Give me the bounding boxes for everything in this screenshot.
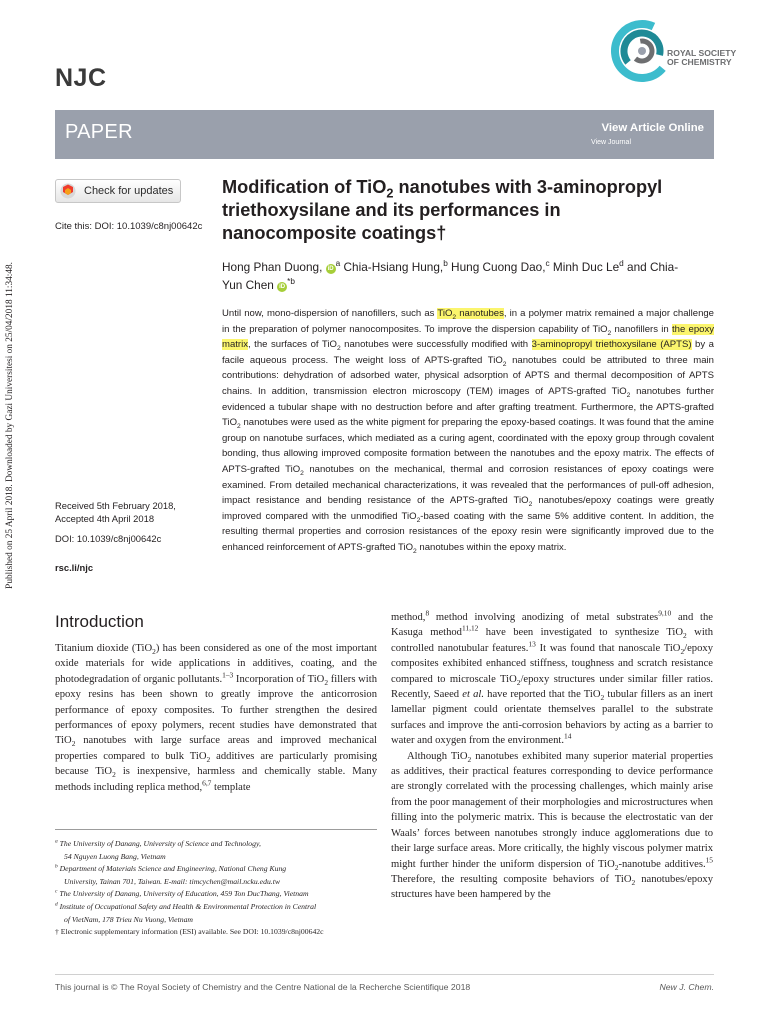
subscript: 2 [626,391,631,399]
crossmark-icon [60,183,76,199]
logo-line-1: ROYAL SOCIETY [667,48,737,58]
footnote-divider [55,829,377,830]
orcid-icon[interactable]: iD [327,266,334,272]
cite-this [55,221,202,232]
subscript: 2 [152,647,156,657]
accepted-date: Accepted 4th April 2018 [55,513,155,524]
subscript: 2 [502,360,507,368]
superscript: d [619,259,624,269]
side-note-text: Published on 25 April 2018. Downloaded by Gazi Universitesi on 25/04/2018 11:34:48. [5,261,15,589]
highlighted-text: the epoxy matrix [222,323,714,351]
check-for-updates-label: Check for updates [84,185,174,197]
affiliation-footnote: $^d$ Institute of Occupational Safety and Health & Environmental Protection in Central of VietNam, 178 Trieu Nu Vuong, Vietnam [55,901,317,924]
subscript: 2 [528,501,533,509]
journal-link[interactable]: rsc.li/njc [55,562,94,573]
affiliation-footnote: $^a$ The University of Danang, University of Science and Technology, 54 Nguyen Luong Bang, Vietnam [55,838,261,861]
subscript: 2 [683,631,687,641]
subscript: 2 [206,754,211,764]
view-journal-link[interactable]: View Journal [591,139,631,146]
subscript: 2 [237,423,241,431]
esi-footnote: † Electronic supplementary information (ESI) available. See DOI: 10.1039/c8nj00642c [55,927,324,937]
footer-divider [55,974,714,975]
superscript: *b [287,276,295,286]
article-title: Modification of TiO$_2$ nanotubes with 3-aminopropyl triethoxysilane and its performances in nanocomposite coatings† [222,177,663,244]
subscript: 2 [71,739,76,749]
section-heading-introduction: Introduction [55,612,144,631]
download-side-note [0,240,22,610]
received-date: Received 5th February 2018, [55,500,176,511]
superscript: 13 [528,639,536,649]
superscript: 6,7 [202,778,212,788]
footnote-marker: a [55,838,58,845]
check-for-updates-button[interactable] [55,179,181,203]
italic-text: et al. [462,689,484,701]
article-doi[interactable]: DOI: 10.1039/c8nj00642c [55,533,162,544]
article-type-label: PAPER [65,121,133,143]
subscript: 2 [386,185,394,201]
journal-abbreviation: NJC [55,64,107,92]
subscript: 2 [607,329,612,337]
affiliation-footnote: $^c$ The University of Danang, University of Education, 459 Ton DucThang, Vietnam [55,888,309,899]
article-dates [55,499,176,525]
intro-paragraph-1-cont: method,$^8$ method involving anodizing of metal substrates$^{9,10}$ and the Kasuga method$^{11,12}$ have been investigated to synthesize TiO$_2$ with controlled nanotubular features.$^{13}$ It was found that nanoscale TiO$_2$/epoxy composites exhibited enhanced stiffness, toughness and scratch resistance compared to microscale TiO$_2$/epoxy structures under similar filler ratios. Recently, Saeed et al. have reported that the TiO$_2$ tubular fillers as an inert lamellar pigment could orientate themselves parallel to the substrate surfaces and improve the anti-corrosion behaviors by acting as a barrier to water and oxygen from the environment.$^{14}$ [391,608,713,747]
subscript: 2 [112,770,116,780]
view-article-online-link[interactable]: View Article Online [601,122,704,134]
superscript: b [443,259,448,269]
body-column-right [391,610,713,903]
superscript: 8 [425,608,430,618]
subscript: 2 [452,313,457,321]
footer-copyright: This journal is © The Royal Society of Chemistry and the Centre National de la Recherche Scientifique 2018 [55,982,471,992]
subscript: 2 [516,677,521,687]
subscript: 2 [680,646,685,656]
superscript: 11,12 [461,623,479,633]
article-type-banner [55,110,714,159]
subscript: 2 [300,469,304,477]
footnote-marker: b [55,863,58,870]
subscript: 2 [614,862,619,872]
orcid-icon[interactable]: iD [279,283,286,290]
superscript: 14 [563,731,572,741]
subscript: 2 [467,754,472,764]
rsc-logo-text [667,49,736,66]
superscript: c [545,259,550,269]
footnote-marker: c [55,888,58,895]
subscript: 2 [631,878,636,888]
highlighted-text: TiO$_2$ nanotubes [437,308,504,321]
intro-paragraph-2: Although TiO$_2$ nanotubes exhibited many superior material properties as additives, their practical features corresponding to device performance are strongly correlated with the processing challenges, which mainly arise from the poor management of their morphologies and microstructures when filling into the polymeric matrix. This is because the electrostatic van der Waals’ forces between nanotubes strongly induce agglomerations due to their large surface areas. More critically, the highly viscous polymer matrix might further hinder the uniform dispersion of TiO$_2$-nanotube additives.$^{15}$ Therefore, the resulting composite behaviors of TiO$_2$ nanotubes/epoxy structures have been hampered by the [391,750,713,901]
subscript: 2 [416,516,421,524]
cite-label: Cite this: [55,221,92,232]
superscript: 9,10 [658,608,672,618]
highlighted-text: 3-aminopropyl triethoxysilane (APTS) [531,339,692,351]
author-list: Hong Phan Duong, $iD^a$ Chia-Hsiang Hung,$^b$ Hung Cuong Dao,$^c$ Minh Duc Le$^d$ and Chia-Yun Chen $iD^{*b}$ [222,259,679,292]
superscript: 1–3 [222,670,234,680]
superscript: a [335,259,341,269]
affiliation-footnotes [55,838,383,939]
subscript: 2 [336,345,341,353]
logo-line-2: OF CHEMISTRY [667,56,732,67]
logo-ring-core [638,47,646,55]
affiliation-footnote: $^b$ Department of Materials Science and Engineering, National Cheng Kung University, Tainan 701, Taiwan. E-mail: timcychen@mail.ncku.edu.tw [55,863,287,886]
abstract: Until now, mono-dispersion of nanofillers, such as TiO$_2$ nanotubes, in a polymer matrix remained a major challenge in the preparation of polymer nanocomposites. To improve the dispersion capability of TiO$_2$ nanofillers in the epoxy matrix, the surfaces of TiO$_2$ nanotubes were successfully modified with 3-aminopropyl triethoxysilane (APTS) by a facile aqueous process. The weight loss of APTS-grafted TiO$_2$ nanotubes could be attributed to three main contributions: dehydration of adsorbed water, physical adsorption of APTS and thermal decomposition of APTS chains. In addition, transmission electron microscopy (TEM) images of APTS-grafted TiO$_2$ nanotubes further evidenced a tubular shape with no destruction before and after grafting treatment. Furthermore, the APTS-grafted TiO$_2$ nanotubes were used as the white pigment for preparing the epoxy-based coatings. It was found that the amine group on nanotube surfaces, which mediated as a curing agent, coordinated with the epoxy group through covalent bonding, thus allowing improved composite formation between the nanotubes and the epoxy matrix. The effects of APTS-grafted TiO$_2$ nanotubes on the mechanical, thermal and corrosion resistances of epoxy coatings were examined. From detailed mechanical characterizations, it was revealed that the performances of pull-off adhesion, impact resistance and bending resistance of the APTS-grafted TiO$_2$ nanotubes/epoxy coatings were greatly improved compared with the unmodified TiO$_2$-based coating with the same 5% additive content. In addition, the resulting thermal properties and corrosion resistances of the epoxy resin were significantly improved due to the enhanced reinforcement of APTS-grafted TiO$_2$ nanotubes within the epoxy matrix. [222,308,714,555]
body-column-left [55,641,377,795]
footnote-marker: d [55,901,58,908]
subscript: 2 [324,677,329,687]
intro-paragraph-1: Titanium dioxide (TiO$_2$) has been considered as one of the most important oxide materials for wide applications in additives, coating, and the photodegradation of organic pollutants.$^{1-3}$ Incorporation of TiO$_2$ fillers with epoxy resins has been shown to greatly improve the anticorrosion performance of epoxy composites. To further strengthen the desired performances of epoxy polymers, recent studies have demonstrated that TiO$_2$ nanotubes with large surface areas and improved mechanical properties compared to bulk TiO$_2$ additives are particularly promising because TiO$_2$ is inexpensive, harmless and chemically stable. Many methods including replica method,$^{6,7}$ template [55,643,377,793]
subscript: 2 [600,693,605,703]
cite-doi[interactable]: DOI: 10.1039/c8nj00642c [94,221,203,232]
footer-journal-name: New J. Chem. [659,982,714,992]
subscript: 2 [413,547,417,555]
superscript: 15 [705,854,713,864]
